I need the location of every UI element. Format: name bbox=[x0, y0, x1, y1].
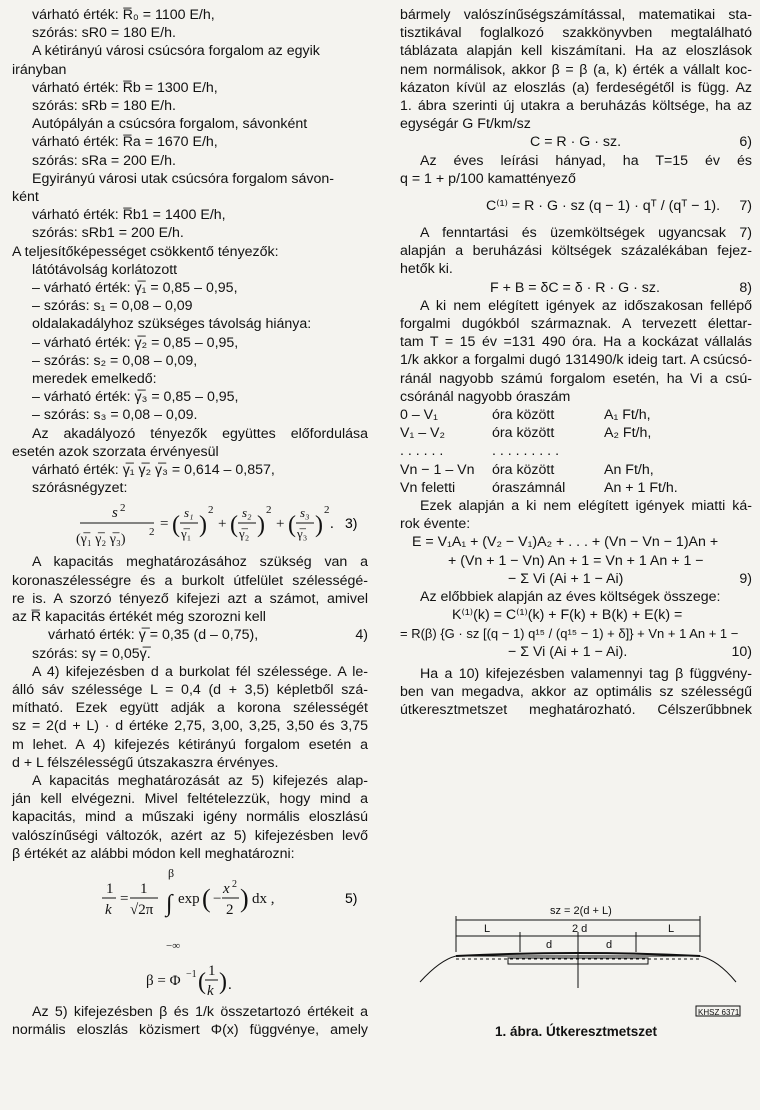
road-cross-section-drawing bbox=[400, 896, 752, 1026]
svg-text:s₃: s₃ bbox=[300, 505, 310, 521]
svg-text:2: 2 bbox=[120, 502, 126, 515]
text-line: forgalmi dugókból származnak. A tervezett élettar- bbox=[400, 316, 752, 333]
left-text-block-1 bbox=[12, 6, 368, 497]
right-text-block-4 bbox=[400, 297, 752, 406]
svg-text:+: + bbox=[276, 516, 285, 533]
svg-text:k: k bbox=[105, 901, 112, 918]
table-cell: . . . . . . . . . bbox=[492, 443, 560, 460]
right-text-block-2 bbox=[400, 152, 752, 188]
table-cell: 0 – V₁ bbox=[400, 407, 438, 424]
figure-l-left: L bbox=[484, 923, 491, 935]
svg-text:): ) bbox=[240, 883, 249, 913]
svg-text:2: 2 bbox=[266, 504, 272, 517]
left-column bbox=[12, 6, 368, 1039]
text-line: re is. A szorzó tényező kifejezi azt a számot, amivel bbox=[12, 590, 368, 607]
text-line: irányban bbox=[12, 61, 67, 78]
equation-10-line-2: = R(β) {G · sz [(q − 1) q¹⁵ / (q¹⁵ − 1) + δ]} + Vn + 1 An + 1 − bbox=[400, 625, 739, 641]
svg-text:3): 3) bbox=[345, 515, 358, 532]
text-line: az R̅ kapacitás értékét még szorozni kell bbox=[12, 609, 266, 626]
svg-text:dx ,: dx , bbox=[252, 890, 275, 907]
figure-d-right: d bbox=[606, 939, 613, 951]
text-line: ként bbox=[12, 189, 39, 206]
svg-text:2: 2 bbox=[208, 504, 214, 517]
text-line: táblázata alapján kell kiszámítani. Ha az eloszlások bbox=[400, 43, 752, 60]
svg-text:2: 2 bbox=[232, 878, 237, 890]
table-cell: óra között bbox=[492, 425, 555, 442]
svg-text:β = Φ: β = Φ bbox=[146, 972, 181, 989]
text-line: normális eloszlás közismert Φ(x) függvénye, amely bbox=[12, 1022, 368, 1039]
left-text-block-2 bbox=[12, 553, 368, 626]
table-cell: óra között bbox=[492, 461, 555, 478]
text-line: ránál nagyobb számú forgalom esetén, ha Vi a csú- bbox=[400, 370, 752, 387]
text-line: csóránál nagyobb óraszám bbox=[400, 388, 571, 405]
svg-text:β: β bbox=[168, 865, 175, 880]
svg-text:): ) bbox=[219, 968, 227, 995]
svg-text:=: = bbox=[120, 890, 129, 907]
text-line: d + L félszélességű útszakaszra érvényes. bbox=[12, 754, 279, 771]
svg-text:=: = bbox=[160, 516, 169, 533]
right-text-block-3 bbox=[400, 224, 752, 279]
text-line: – várható érték: γ̅₃ = 0,85 – 0,95, bbox=[32, 389, 239, 406]
svg-text:): ) bbox=[199, 512, 207, 539]
table-cell bbox=[604, 442, 752, 460]
svg-text:(: ( bbox=[172, 512, 180, 539]
svg-text:2: 2 bbox=[226, 901, 234, 918]
left-text-block-3 bbox=[12, 663, 368, 863]
text-line: sz = 2(d + L) · d értéke 2,75, 3,00, 3,25, 3,50 és 3,75 bbox=[12, 718, 368, 735]
svg-text:5): 5) bbox=[345, 889, 358, 906]
text-line: látótávolság korlátozott bbox=[32, 261, 178, 278]
price-table bbox=[400, 406, 752, 497]
figure-l-right: L bbox=[668, 923, 675, 935]
text-line: mítható. Ezek együtt adják a korona szélességét bbox=[12, 700, 368, 717]
table-cell: Vn feletti bbox=[400, 479, 456, 496]
figure-top-label: sz = 2(d + L) bbox=[550, 905, 612, 917]
svg-text:x: x bbox=[223, 880, 230, 897]
text-line: – szórás: s₃ = 0,08 – 0,09. bbox=[32, 407, 198, 424]
table-cell: An + 1 Ft/h. bbox=[604, 479, 678, 496]
svg-text:(: ( bbox=[198, 968, 206, 995]
text-line: – várható érték: γ̅₁ = 0,85 – 0,95, bbox=[32, 280, 238, 297]
svg-text:γ̅₃: γ̅₃ bbox=[297, 526, 308, 542]
equation-6: C = R · G · sz. 6) bbox=[530, 134, 752, 151]
table-cell: A₁ Ft/h, bbox=[604, 407, 651, 424]
text-line: m lehet. A 4) kifejezés kétirányú forgalom esetén a bbox=[12, 736, 368, 753]
svg-text:−1: −1 bbox=[186, 968, 197, 980]
svg-text:.: . bbox=[330, 516, 334, 533]
svg-text:∫: ∫ bbox=[166, 890, 173, 917]
text-line: rok évente: bbox=[400, 516, 471, 533]
text-line: – szórás: s₁ = 0,08 – 0,09 bbox=[32, 298, 193, 315]
svg-text:(: ( bbox=[202, 883, 211, 913]
text-line: várható érték: R̅b1 = 1400 E/h, bbox=[32, 207, 226, 224]
text-line: szórás: sRb = 180 E/h. bbox=[32, 98, 176, 115]
equation-5b-graphic bbox=[12, 959, 368, 1003]
svg-text:(γ̅₁ γ̅₂ γ̅₃): (γ̅₁ γ̅₂ γ̅₃) bbox=[76, 532, 126, 548]
svg-text:s: s bbox=[112, 505, 118, 522]
text-line: kapacitás, mind a műszaki igény normális eloszlású bbox=[12, 809, 368, 826]
text-line: várható érték: R̅b = 1300 E/h, bbox=[32, 79, 218, 96]
table-cell: Vn − 1 – Vn bbox=[400, 461, 475, 478]
text-line: ben van megadva, akkor az optimális sz szélességű bbox=[400, 684, 752, 701]
text-line: oldalakadályhoz szükséges távolság hiánya: bbox=[32, 316, 312, 333]
svg-text:k: k bbox=[207, 982, 214, 999]
right-column bbox=[400, 6, 752, 720]
table-cell: óra között bbox=[492, 407, 555, 424]
text-line: egységár G Ft/km/sz bbox=[400, 116, 531, 133]
equation-7: C⁽¹⁾ = R · G · sz (q − 1) · qᵀ / (qᵀ − 1). 7) bbox=[486, 198, 752, 215]
text-line: bármely valószínűségszámítással, matematikai sta- bbox=[400, 7, 752, 23]
svg-text:(: ( bbox=[288, 512, 296, 539]
text-line: nem normálisok, akkor β = β (a, k) érték a vállalt koc- bbox=[400, 61, 752, 78]
text-line: szórás: sR0 = 180 E/h. bbox=[32, 25, 176, 42]
text-line: kázaton kívül az eloszlás (a) ferdeségétől is függ. Az bbox=[400, 79, 752, 96]
text-line: álló sáv szélessége L = 0,4 (d + 3,5) képletből szá- bbox=[12, 681, 368, 698]
text-line: várható érték: R̅₀ = 1100 E/h, bbox=[32, 7, 215, 23]
equation-3 bbox=[12, 499, 368, 551]
equation-9-line-2: + (Vn + 1 − Vn) An + 1 = Vn + 1 An + 1 − bbox=[448, 552, 704, 569]
text-line: A kapacitás meghatározásához szükség van a bbox=[32, 554, 368, 571]
equation-9 bbox=[400, 533, 752, 588]
equation-5 bbox=[12, 863, 368, 959]
text-line: alapján a beruházási költségek százalékában fejez- bbox=[400, 243, 752, 260]
equation-3-graphic bbox=[12, 499, 368, 551]
svg-text:1: 1 bbox=[140, 880, 148, 897]
text-line: 1. ábra szerinti új utakra a beruházás költsége, ha az bbox=[400, 98, 752, 115]
text-line: Autópályán a csúcsóra forgalom, sávonként bbox=[32, 116, 308, 133]
equation-10-line-3: − Σ Vi (Ai + 1 − Ai). 10) bbox=[508, 643, 752, 660]
svg-text:−: − bbox=[213, 890, 222, 907]
svg-text:exp: exp bbox=[178, 890, 200, 907]
right-text-block-7 bbox=[400, 665, 752, 720]
right-text-costs: Az előbbiek alapján az éves költségek összege: bbox=[420, 589, 721, 606]
right-text-block-5 bbox=[400, 497, 752, 533]
text-line: Az akadályozó tényezők együttes előfordulása bbox=[32, 425, 368, 442]
text-line: A fenntartási és üzemköltségek ugyancsak 7) bbox=[420, 225, 752, 242]
svg-text:.: . bbox=[228, 976, 232, 993]
table-cell: A₂ Ft/h, bbox=[604, 425, 652, 442]
text-line: – várható érték: γ̅₂ = 0,85 – 0,95, bbox=[32, 334, 239, 351]
text-line: tam T = 15 év =131 490 óra. Ha a kockázat vállalás bbox=[400, 334, 752, 351]
equation-5b bbox=[12, 959, 368, 1003]
figure-d-left: d bbox=[546, 939, 553, 951]
text-line: szórásnégyzet: bbox=[32, 480, 128, 497]
equation-5-graphic bbox=[12, 863, 368, 959]
svg-text:−∞: −∞ bbox=[166, 939, 181, 952]
text-line: A ki nem elégített igények az időszakosan fellépő bbox=[420, 297, 752, 314]
figure-mid-label: 2 d bbox=[572, 923, 588, 935]
left-text-block-4 bbox=[12, 1003, 368, 1039]
text-line: tisztikával foglalkozó szakkönyvben megtalálható bbox=[400, 25, 752, 42]
text-line: A kapacitás meghatározását az 5) kifejezés alap- bbox=[32, 772, 368, 789]
svg-text:2: 2 bbox=[149, 526, 155, 539]
text-line: meredek emelkedő: bbox=[32, 371, 157, 388]
text-line: ján kell elvégezni. Mivel feltételezzük, hogy mind a bbox=[12, 791, 368, 808]
text-line: A 4) kifejezésben d a burkolat fél szélessége. A le- bbox=[32, 663, 368, 680]
table-cell: óraszámnál bbox=[492, 479, 566, 496]
svg-text:2: 2 bbox=[324, 504, 330, 517]
svg-text:1: 1 bbox=[208, 962, 216, 979]
text-line: várható érték: γ̅₁ γ̅₂ γ̅₃ = 0,614 – 0,857, bbox=[32, 462, 275, 479]
text-line: Egyirányú városi utak csúcsóra forgalom sávon- bbox=[32, 170, 335, 187]
equation-4: várható érték: γ̅ = 0,35 (d – 0,75), 4) bbox=[48, 627, 368, 644]
svg-text:s₁: s₁ bbox=[184, 505, 194, 521]
text-line: Az éves leírási hányad, ha T=15 év és bbox=[420, 152, 752, 169]
equation-9-line-3: − Σ Vi (Ai + 1 − Ai) 9) bbox=[508, 570, 752, 587]
text-line: szórás: sRb1 = 200 E/h. bbox=[32, 225, 184, 242]
svg-text:): ) bbox=[315, 512, 323, 539]
text-line: várható érték: R̅a = 1670 E/h, bbox=[32, 134, 218, 151]
text-line: útkeresztmetszet meghatározható. Célszerűbbnek bbox=[400, 702, 752, 719]
text-line: szórás: sRa = 200 E/h. bbox=[32, 152, 176, 169]
text-line: Az 5) kifejezésben β és 1/k összetartozó értékeit a bbox=[32, 1003, 368, 1020]
svg-text:γ̅₂: γ̅₂ bbox=[239, 526, 250, 542]
table-cell: V₁ – V₂ bbox=[400, 425, 445, 442]
equation-9-line-1: E = V₁A₁ + (V₂ − V₁)A₂ + . . . + (Vn − Vn − 1)An + bbox=[412, 534, 719, 551]
svg-text:1: 1 bbox=[106, 880, 114, 897]
text-line: A kétirányú városi csúcsóra forgalom az egyik bbox=[32, 43, 320, 60]
text-line: – szórás: s₂ = 0,08 – 0,09, bbox=[32, 352, 198, 369]
table-cell: . . . . . . bbox=[400, 443, 444, 460]
equation-10 bbox=[400, 606, 752, 661]
svg-text:(: ( bbox=[230, 512, 238, 539]
text-line: Ha a 10) kifejezésben valamennyi tag β függvény- bbox=[420, 665, 752, 682]
svg-text:+: + bbox=[218, 516, 227, 533]
text-line: esetén azok szorzata érvényesül bbox=[12, 443, 219, 460]
text-line: 1/k akkor a forgalmi dugó 131490/k ideig tart. A csúcsó- bbox=[400, 352, 752, 369]
equation-10-line-1: K⁽¹⁾(k) = C⁽¹⁾(k) + F(k) + B(k) + E(k) = bbox=[452, 607, 683, 624]
text-line: A teljesítőképességet csökkentő tényezők: bbox=[12, 243, 279, 260]
right-text-block-1 bbox=[400, 6, 752, 133]
text-line: valószínűségi változók, azért az 5) kifejezésben levő bbox=[12, 827, 368, 844]
table-cell: An Ft/h, bbox=[604, 461, 654, 478]
figure-stamp: KHSZ 6371 bbox=[698, 1008, 740, 1017]
svg-text:√2π: √2π bbox=[130, 901, 154, 918]
figure-caption: 1. ábra. Útkeresztmetszet bbox=[494, 1024, 658, 1039]
text-line: Ezek alapján a ki nem elégített igények miatti ká- bbox=[420, 498, 752, 515]
equation-8: F + B = δC = δ · R · G · sz. 8) bbox=[490, 279, 752, 296]
svg-text:): ) bbox=[257, 512, 265, 539]
equation-4-deviation: szórás: sγ = 0,05γ̅. bbox=[32, 645, 151, 662]
text-line: hetők ki. bbox=[400, 261, 453, 278]
text-line: β értékét az alábbi módon kell meghatározni: bbox=[12, 845, 295, 862]
svg-text:γ̅₁: γ̅₁ bbox=[181, 526, 192, 542]
text-line: q = 1 + p/100 kamattényező bbox=[400, 170, 576, 187]
svg-text:s₂: s₂ bbox=[242, 505, 252, 521]
text-line: koronaszélességre és a burkolt útfelület szélességé- bbox=[12, 572, 368, 589]
